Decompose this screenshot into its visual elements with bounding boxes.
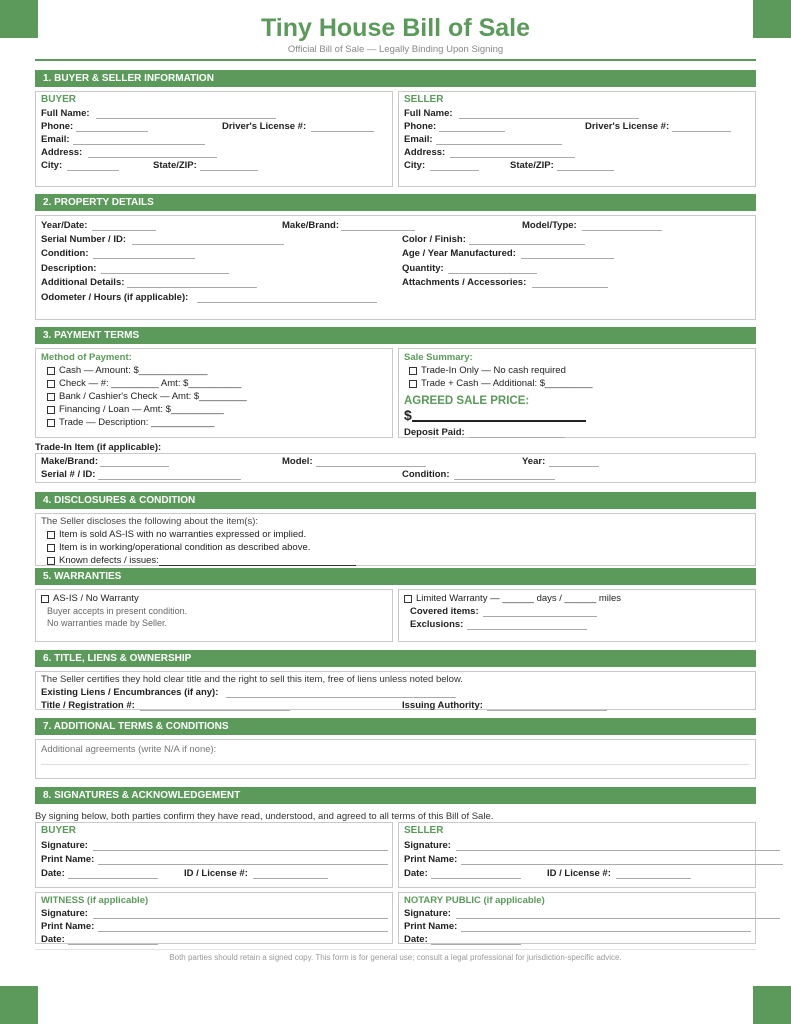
seller-address-field[interactable] — [450, 157, 575, 158]
section-header-property: 2. PROPERTY DETAILS — [35, 194, 756, 211]
attachments-label: Attachments / Accessories: — [402, 277, 527, 288]
witness-signature-label: Signature: — [41, 908, 88, 919]
corner-decoration — [753, 986, 791, 1024]
seller-id-field[interactable] — [616, 878, 691, 879]
title-certification: The Seller certifies they hold clear title and the right to sell this item, free of liens unless noted below. — [41, 674, 463, 685]
covered-items-field[interactable] — [483, 616, 597, 617]
buyer-phone-field[interactable] — [76, 131, 148, 132]
section-header-disclosures: 4. DISCLOSURES & CONDITION — [35, 492, 756, 509]
serial-label: Serial Number / ID: — [41, 234, 126, 245]
seller-city-field[interactable] — [430, 170, 479, 171]
section-header-signatures: 8. SIGNATURES & ACKNOWLEDGEMENT — [35, 787, 756, 804]
limited-warranty-checkbox[interactable] — [404, 595, 412, 603]
odometer-field[interactable] — [197, 302, 377, 303]
buyer-phone-label: Phone: — [41, 121, 74, 132]
signatures-intro: By signing below, both parties confirm they have read, understood, and agreed to all terms of this Bill of Sale. — [35, 811, 494, 822]
seller-date-field[interactable] — [431, 878, 521, 879]
exclusions-label: Exclusions: — [410, 619, 464, 630]
seller-state-label: State/ZIP: — [510, 160, 554, 171]
quantity-label: Quantity: — [402, 263, 444, 274]
buyer-address-label: Address: — [41, 147, 83, 158]
notary-date-field[interactable] — [431, 944, 521, 945]
corner-decoration — [0, 986, 38, 1024]
make-label: Make/Brand: — [282, 220, 340, 231]
make-field[interactable] — [341, 230, 415, 231]
buyer-email-label: Email: — [41, 134, 70, 145]
trade-cash-checkbox[interactable] — [409, 380, 417, 388]
seller-box — [398, 91, 756, 187]
seller-print-name-label: Print Name: — [404, 854, 458, 865]
trade-in-item-label: Trade-In Item (if applicable): — [35, 442, 162, 453]
seller-date-label: Date: — [404, 868, 428, 879]
trade-serial-label: Serial # / ID: — [41, 469, 96, 480]
section-header-buyer-seller: 1. BUYER & SELLER INFORMATION — [35, 70, 756, 87]
buyer-city-field[interactable] — [67, 170, 119, 171]
buyer-dl-label: Driver's License #: — [222, 121, 307, 132]
dollar-sign: $ — [404, 407, 412, 423]
seller-address-label: Address: — [404, 147, 446, 158]
witness-print-name-label: Print Name: — [41, 921, 95, 932]
notary-heading: NOTARY PUBLIC (if applicable) — [404, 895, 545, 906]
seller-full-name-label: Full Name: — [404, 108, 453, 119]
cash-checkbox[interactable] — [47, 367, 55, 375]
seller-dl-label: Driver's License #: — [585, 121, 670, 132]
summary-heading: Sale Summary: — [404, 352, 473, 363]
trade-year-label: Year: — [522, 456, 546, 467]
age-label: Age / Year Manufactured: — [402, 248, 516, 259]
deposit-field[interactable] — [469, 437, 565, 438]
disclosures-intro: The Seller discloses the following about the item(s): — [41, 516, 259, 527]
condition-label: Condition: — [41, 248, 89, 259]
quantity-field[interactable] — [448, 273, 537, 274]
section-header-additional-terms: 7. ADDITIONAL TERMS & CONDITIONS — [35, 718, 756, 735]
trade-only-checkbox[interactable] — [409, 367, 417, 375]
asis-checkbox[interactable] — [47, 531, 55, 539]
description-label: Description: — [41, 263, 97, 274]
financing-option: Financing / Loan — Amt: $__________ — [59, 404, 224, 415]
seller-signature-label: Signature: — [404, 840, 451, 851]
defects-field[interactable] — [159, 565, 356, 566]
year-label: Year/Date: — [41, 220, 88, 231]
seller-full-name-field[interactable] — [459, 118, 639, 119]
buyer-full-name-label: Full Name: — [41, 108, 90, 119]
notary-print-name-field[interactable] — [461, 931, 751, 932]
deposit-label: Deposit Paid: — [404, 427, 465, 438]
document-title: Tiny House Bill of Sale — [260, 14, 531, 42]
witness-heading: WITNESS (if applicable) — [41, 895, 149, 906]
buyer-box — [35, 91, 393, 187]
additional-details-field[interactable] — [127, 287, 257, 288]
seller-signature-heading: SELLER — [404, 825, 444, 836]
title-registration-field[interactable] — [140, 710, 290, 711]
header-rule — [35, 59, 756, 61]
witness-print-name-field[interactable] — [98, 931, 388, 932]
witness-signature-field[interactable] — [93, 918, 388, 919]
warranty-note-2: No warranties made by Seller. — [47, 618, 168, 628]
buyer-heading: BUYER — [41, 94, 77, 105]
trade-model-field[interactable] — [316, 466, 426, 467]
description-field[interactable] — [101, 273, 229, 274]
buyer-id-field[interactable] — [253, 878, 328, 879]
model-field[interactable] — [582, 230, 662, 231]
additional-details-label: Additional Details: — [41, 277, 125, 288]
title-registration-label: Title / Registration #: — [41, 700, 135, 711]
seller-print-name-field[interactable] — [461, 864, 783, 865]
seller-email-label: Email: — [404, 134, 433, 145]
witness-date-label: Date: — [41, 934, 65, 945]
trade-condition-field[interactable] — [454, 479, 555, 480]
agreed-price-field[interactable] — [412, 420, 586, 422]
seller-phone-label: Phone: — [404, 121, 437, 132]
buyer-state-label: State/ZIP: — [153, 160, 197, 171]
notary-signature-field[interactable] — [456, 918, 780, 919]
liens-label: Existing Liens / Encumbrances (if any): — [41, 687, 219, 698]
age-field[interactable] — [521, 258, 614, 259]
buyer-city-label: City: — [41, 160, 63, 171]
defects-label: Known defects / issues: — [59, 555, 159, 566]
asis-disclosure: Item is sold AS-IS with no warranties expressed or implied. — [59, 529, 307, 540]
buyer-email-field[interactable] — [73, 144, 205, 145]
color-label: Color / Finish: — [402, 234, 466, 245]
trade-condition-label: Condition: — [402, 469, 450, 480]
working-checkbox[interactable] — [47, 544, 55, 552]
section-header-payment: 3. PAYMENT TERMS — [35, 327, 756, 344]
buyer-signature-heading: BUYER — [41, 825, 77, 836]
buyer-dl-field[interactable] — [311, 131, 374, 132]
additional-terms-placeholder: Additional agreements (write N/A if none): — [41, 744, 217, 755]
condition-field[interactable] — [93, 258, 195, 259]
seller-heading: SELLER — [404, 94, 444, 105]
seller-city-label: City: — [404, 160, 426, 171]
bank-option: Bank / Cashier's Check — Amt: $_________ — [59, 391, 247, 402]
color-field[interactable] — [469, 244, 585, 245]
section-header-title-liens: 6. TITLE, LIENS & OWNERSHIP — [35, 650, 756, 667]
trade-year-field[interactable] — [549, 466, 599, 467]
issuing-authority-field[interactable] — [487, 710, 607, 711]
cash-option: Cash — Amount: $_____________ — [59, 365, 208, 376]
buyer-full-name-field[interactable] — [96, 118, 276, 119]
agreed-price-label: AGREED SALE PRICE: — [404, 395, 530, 407]
buyer-address-field[interactable] — [88, 157, 217, 158]
buyer-state-field[interactable] — [200, 170, 258, 171]
bank-checkbox[interactable] — [47, 393, 55, 401]
additional-terms-line[interactable] — [41, 764, 749, 765]
trade-serial-field[interactable] — [98, 479, 241, 480]
trade-model-label: Model: — [282, 456, 313, 467]
limited-warranty-option: Limited Warranty — ______ days / ______ miles — [416, 593, 622, 604]
asis-warranty-checkbox[interactable] — [41, 595, 49, 603]
check-checkbox[interactable] — [47, 380, 55, 388]
exclusions-field[interactable] — [467, 629, 587, 630]
section-header-warranties: 5. WARRANTIES — [35, 568, 756, 585]
seller-dl-field[interactable] — [672, 131, 731, 132]
issuing-authority-label: Issuing Authority: — [402, 700, 483, 711]
trade-checkbox[interactable] — [47, 419, 55, 427]
odometer-label: Odometer / Hours (if applicable): — [41, 292, 189, 303]
warranty-note-1: Buyer accepts in present condition. — [47, 606, 188, 616]
serial-field[interactable] — [132, 244, 284, 245]
trade-only-option: Trade-In Only — No cash required — [421, 365, 566, 376]
buyer-date-label: Date: — [41, 868, 65, 879]
notary-print-name-label: Print Name: — [404, 921, 458, 932]
defects-checkbox[interactable] — [47, 557, 55, 565]
financing-checkbox[interactable] — [47, 406, 55, 414]
seller-signature-field[interactable] — [456, 850, 780, 851]
seller-id-label: ID / License #: — [547, 868, 611, 879]
footer-note: Both parties should retain a signed copy. This form is for general use; consult a legal professional for jurisdiction-specific advice. — [169, 953, 622, 962]
method-heading: Method of Payment: — [41, 352, 132, 363]
trade-make-label: Make/Brand: — [41, 456, 99, 467]
trade-make-field[interactable] — [100, 466, 169, 467]
covered-items-label: Covered items: — [410, 606, 479, 617]
buyer-signature-field[interactable] — [93, 850, 388, 851]
seller-phone-field[interactable] — [439, 131, 505, 132]
asis-warranty-option: AS-IS / No Warranty — [53, 593, 139, 604]
liens-field[interactable] — [226, 697, 456, 698]
buyer-print-name-label: Print Name: — [41, 854, 95, 865]
witness-date-field[interactable] — [68, 944, 158, 945]
buyer-print-name-field[interactable] — [98, 864, 388, 865]
attachments-field[interactable] — [532, 287, 608, 288]
notary-date-label: Date: — [404, 934, 428, 945]
trade-option: Trade — Description: ____________ — [59, 417, 215, 428]
seller-state-field[interactable] — [557, 170, 614, 171]
buyer-date-field[interactable] — [68, 878, 158, 879]
check-option: Check — #: _________ Amt: $__________ — [59, 378, 242, 389]
seller-email-field[interactable] — [436, 144, 562, 145]
trade-cash-option: Trade + Cash — Additional: $_________ — [421, 378, 593, 389]
notary-signature-label: Signature: — [404, 908, 451, 919]
buyer-id-label: ID / License #: — [184, 868, 248, 879]
year-field[interactable] — [92, 230, 156, 231]
buyer-signature-label: Signature: — [41, 840, 88, 851]
model-label: Model/Type: — [522, 220, 577, 231]
document-subtitle: Official Bill of Sale — Legally Binding Upon Signing — [287, 44, 504, 55]
footer-divider — [35, 949, 756, 950]
working-disclosure: Item is in working/operational condition as described above. — [59, 542, 311, 553]
